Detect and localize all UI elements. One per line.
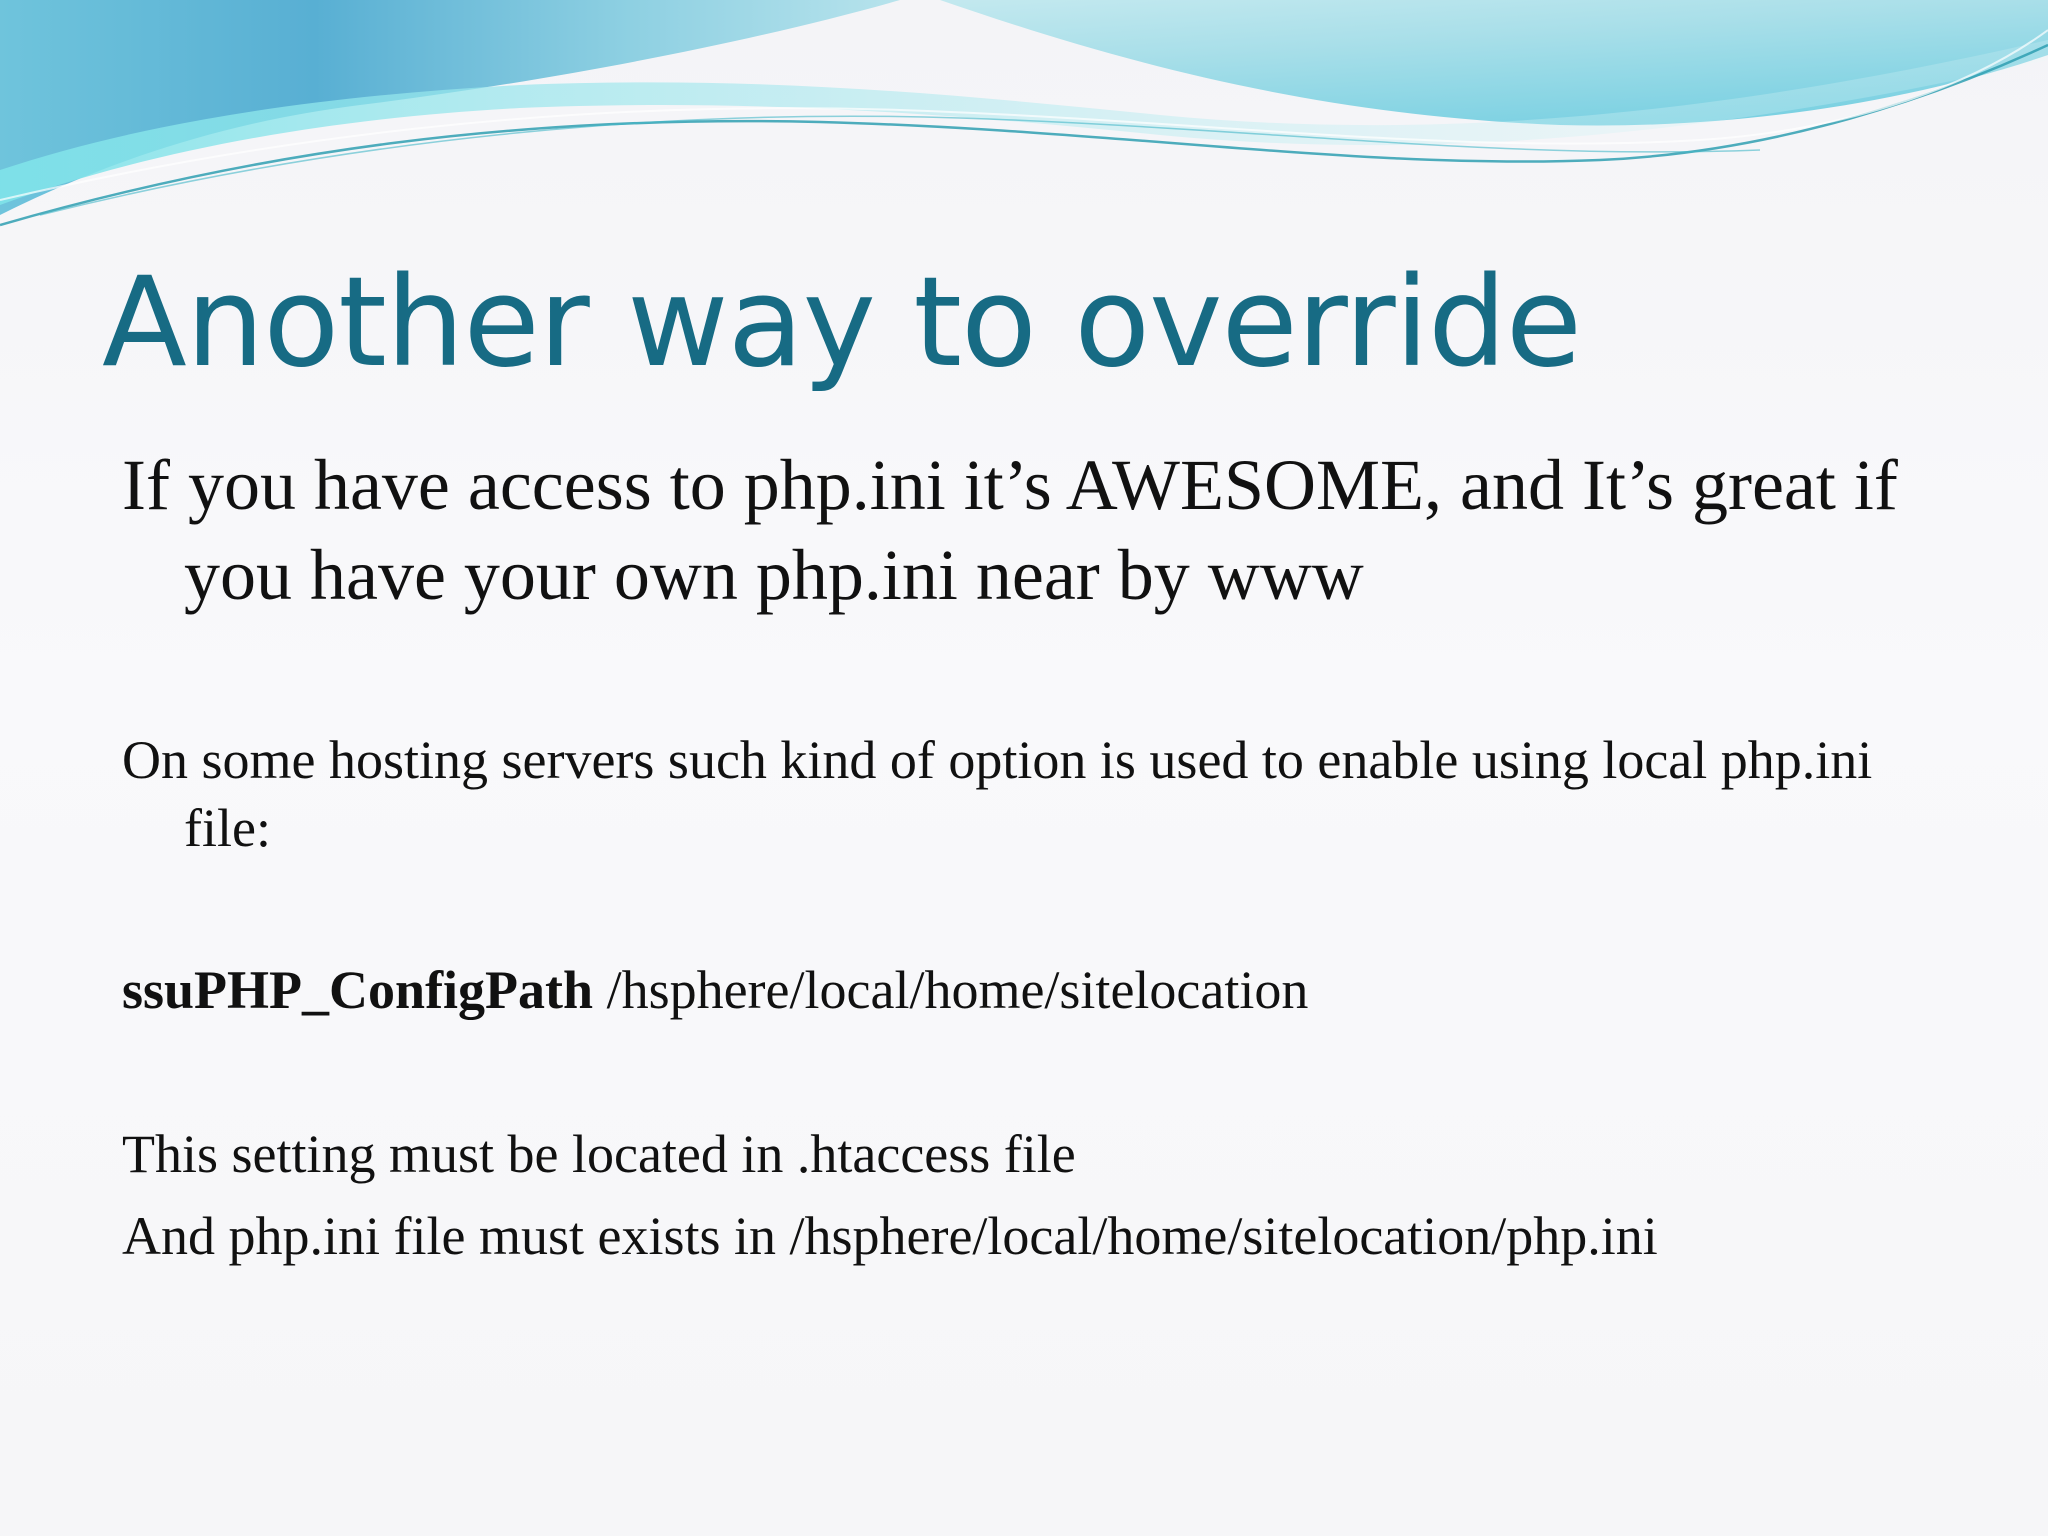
intro-paragraph: If you have access to php.ini it’s AWESOME, and It’s great if you have your own php.ini near by www: [122, 445, 1898, 615]
config-line: [122, 956, 1952, 1024]
htaccess-note: This setting must be located in .htaccess file: [122, 1124, 1076, 1184]
decorative-wave-header: [0, 0, 2048, 240]
slide-body: [122, 440, 1952, 1270]
phpini-location-note: And php.ini file must exists in /hsphere/local/home/sitelocation/php.ini: [122, 1206, 1658, 1266]
hosting-paragraph: On some hosting servers such kind of option is used to enable using local php.ini file:: [122, 730, 1873, 858]
config-value: /hsphere/local/home/sitelocation: [606, 960, 1309, 1020]
config-key: ssuPHP_ConfigPath: [122, 960, 594, 1020]
slide-title: Another way to override: [102, 251, 1582, 395]
